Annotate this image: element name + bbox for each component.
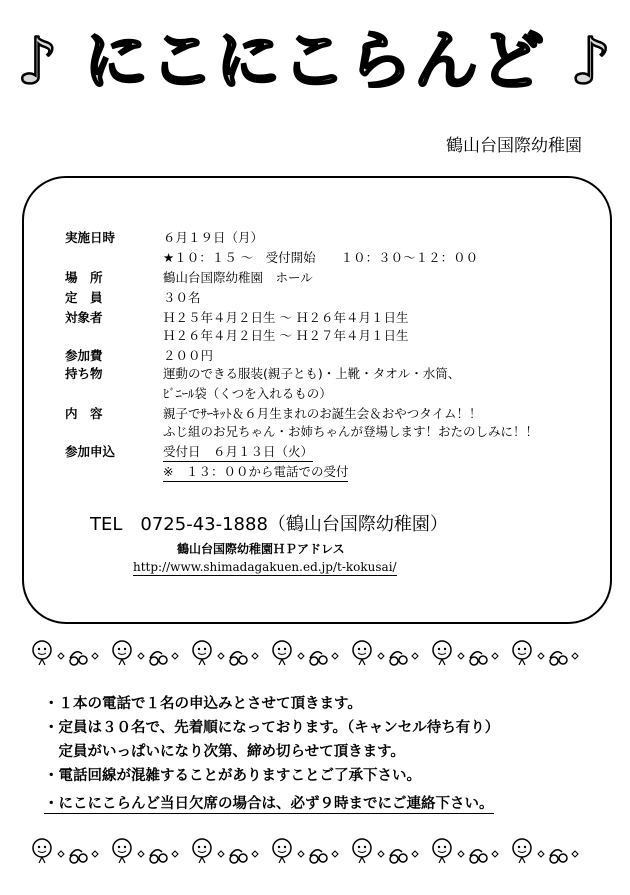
note-5: ・にこにこらんど当日欠席の場合は、必ず９時までにご連絡下さい。 (44, 792, 494, 814)
label-capacity: 定 員 (65, 290, 103, 305)
tel-label: TEL (90, 514, 123, 535)
tel-number: 0725-43-1888（鶴山台国際幼稚園） (140, 514, 448, 535)
value-place: 鶴山台国際幼稚園 ホール (163, 270, 313, 285)
label-content: 内 容 (65, 406, 103, 421)
value-application-1: 受付日 ６月１３日（火） (163, 442, 313, 462)
label-application: 参加申込 (65, 444, 116, 459)
value-fee: ２００円 (163, 348, 214, 363)
page-title: ♪ にこにこらんど ♪ (16, 25, 614, 99)
value-content-2: ふじ組のお兄ちゃん・お姉ちゃんが登場します！おたのしみに！！ (163, 424, 539, 439)
label-belongings: 持ち物 (65, 366, 103, 381)
label-target: 対象者 (65, 310, 103, 325)
value-target-1: Ｈ２５年４月２日生 ～ Ｈ２６年４月１日生 (163, 310, 409, 325)
label-place: 場 所 (65, 270, 103, 285)
value-content-1: 親子でｻｰｷｯﾄ＆６月生まれのお誕生会＆おやつタイム！！ (163, 406, 482, 421)
value-capacity: ３０名 (163, 290, 201, 305)
value-belongings-2: ﾋﾞﾆｰﾙ袋（くつを入れるもの） (163, 386, 332, 401)
note-2: ・定員は３０名で、先着順になっております。（キャンセル待ち有り） (44, 720, 500, 736)
note-3: 定員がいっぱいになり次第、締め切らせて頂きます。 (44, 744, 405, 760)
value-target-2: Ｈ２６年４月２日生 ～ Ｈ２７年４月１日生 (163, 328, 409, 343)
value-date: ６月１９日（月） (163, 230, 264, 245)
label-date: 実施日時 (65, 230, 116, 245)
organization-name: 鶴山台国際幼稚園 (446, 136, 582, 156)
value-belongings-1: 運動のできる服装(親子とも)・上靴・タオル・水筒、 (163, 366, 461, 381)
homepage-url[interactable]: http://www.shimadagakuen.ed.jp/t-kokusai/ (133, 560, 397, 574)
decorative-border-top (30, 634, 600, 674)
value-application-2: ※ １３：００から電話での受付 (163, 462, 348, 482)
decorative-border-bottom (30, 832, 600, 872)
homepage-label: 鶴山台国際幼稚園ＨＰアドレス (177, 542, 345, 556)
value-time: ★１０：１５ ～ 受付開始 １０：３０～１２：００ (163, 250, 479, 265)
label-fee: 参加費 (65, 348, 103, 363)
note-4: ・電話回線が混雑することがありますことご了承下さい。 (44, 768, 421, 784)
note-1: ・１本の電話で１名の申込みとさせて頂きます。 (44, 696, 362, 712)
telephone (90, 510, 466, 536)
